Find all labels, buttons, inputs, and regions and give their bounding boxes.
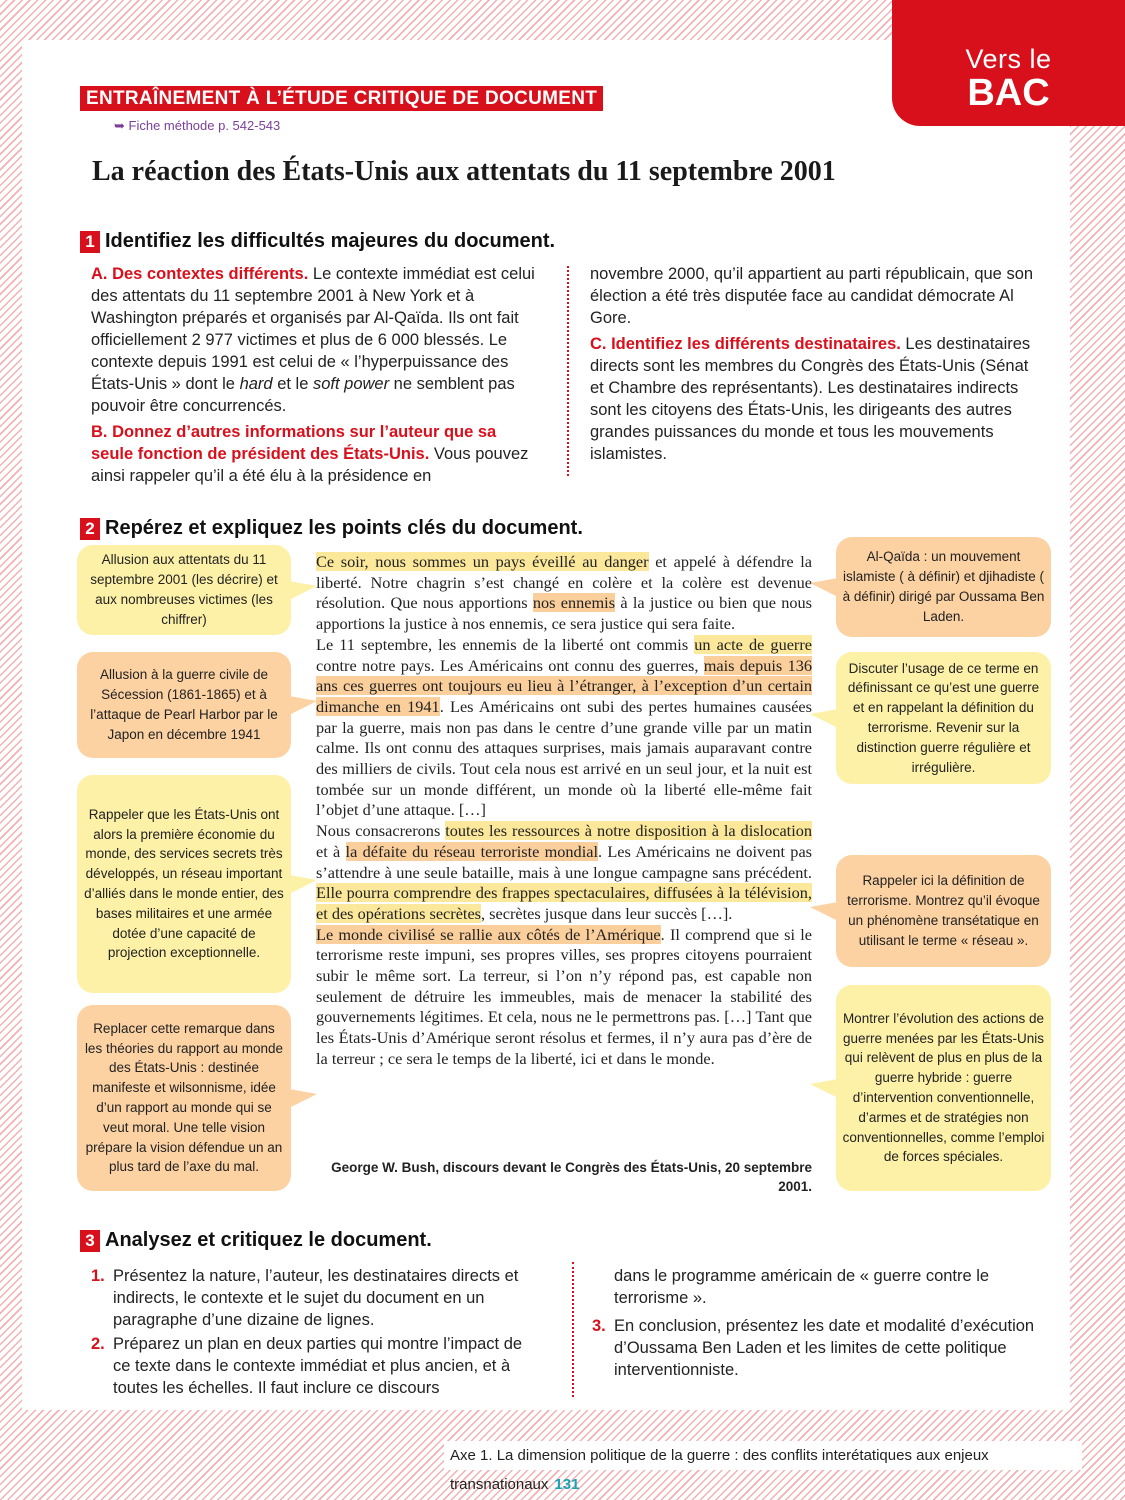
- doc-paragraph: [316, 552, 812, 635]
- page-number: 131: [554, 1476, 580, 1493]
- question-text: Préparez un plan en deux parties qui montre l’impact de ce texte dans le contexte immédiat et plus ancien, et à toutes les échelles. Il faut inclure ce discours: [113, 1335, 523, 1397]
- annotation-bubble-left-2: Allusion à la guerre civile de Sécession (1861-1865) et à l’attaque de Pearl Harbor par le Japon en décembre 1941: [77, 652, 291, 758]
- highlight: la défaite du réseau terroriste mondial: [345, 841, 598, 861]
- paragraph-c: [590, 333, 1040, 465]
- section-3-number: 3: [80, 1230, 100, 1252]
- annotation-bubble-left-1: Allusion aux attentats du 11 septembre 2001 (les décrire) et aux nombreuses victimes (les chiffrer): [77, 545, 291, 635]
- question-2-continued: dans le programme américain de « guerre contre le terrorisme ».: [614, 1267, 990, 1307]
- section-1-title: Identifiez les difficultés majeures du document.: [105, 230, 556, 252]
- highlight: mais depuis 136 ans ces guerres ont toujours eu lieu à l’étranger, à l’exception d’un certain dimanche en 1941: [316, 655, 812, 716]
- fiche-methode-link[interactable]: ➥ Fiche méthode p. 542-543: [114, 118, 281, 133]
- annotation-bubble-right-2: Discuter l’usage de ce terme en définissant ce qu’est une guerre et en rappelant la définition du terrorisme. Revenir sur la distinction guerre régulière et irrégulière.: [836, 652, 1051, 784]
- annotation-bubble-left-4: Replacer cette remarque dans les théories du rapport au monde des États-Unis : destinée manifeste et wilsonnisme, idée d’un rapport au monde qui se veut moral. Une telle vision prépare la vision défendue un an plus tard de l’axe du mal.: [77, 1005, 291, 1191]
- doc-text: . Il comprend que si le terrorisme reste impuni, ses propres villes, ses propres citoyens pourraient subir le même sort. La terreur, si l’on n’y répond pas, est capable non seulement de détruire les immeubles, mais de menacer la stabilité des gouvernements légitimes. Et cela, nous ne le permettrons pas. […] Tant que les États-Unis d’Amérique seront résolus et fermes, il n’y aura pas d’ère de la terreur ; ce sera le temps de la liberté, ici et dans le monde.: [316, 924, 812, 1068]
- text-a-hard: hard: [239, 375, 273, 393]
- question-1: [91, 1265, 541, 1331]
- text-a: Le contexte immédiat est celui des attentats du 11 septembre 2001 à New York et à Washington préparés et organisés par Al-Qaïda. Ils ont fait officiellement 2 977 victimes et plus de 6 000 blessés. Le contexte depuis 1991 est celui de « l’hyperpuissance des États-Unis » dont le: [91, 265, 535, 393]
- section-1-right-column: [590, 263, 1040, 469]
- section-2-heading: [80, 517, 583, 540]
- annotation-bubble-right-3: Rappeler ici la définition de terrorisme. Montrez qu’il évoque un phénomène transétatique en utilisant le terme « réseau ».: [836, 855, 1051, 967]
- text-a-soft: soft power: [312, 375, 390, 393]
- doc-paragraph: [316, 635, 812, 821]
- section-2-number: 2: [80, 518, 100, 540]
- section-2-title: Repérez et expliquez les points clés du document.: [105, 517, 583, 539]
- question-number: 1.: [91, 1267, 105, 1285]
- doc-text: contre notre pays. Les Américains ont connu des guerres,: [316, 655, 704, 675]
- doc-text: . Les Américains ne doivent pas s’attendre à une seule bataille, mais à une longue campagne sans précédent.: [316, 841, 812, 882]
- footer-axe: Axe 1.: [450, 1447, 493, 1464]
- footer-text: La dimension politique de la guerre : des conflits interétatiques aux enjeux transnationaux: [450, 1447, 989, 1493]
- vers-le-bac-badge: [892, 0, 1125, 126]
- question-text: Présentez la nature, l’auteur, les destinataires directs et indirects, le contexte et le sujet du document en un paragraphe d’une dizaine de lignes.: [113, 1267, 519, 1329]
- annotation-bubble-right-4: Montrer l’évolution des actions de guerre menées par les États-Unis qui relèvent de plus en plus de la guerre hybride : guerre d’intervention conventionnelle, d’armes et de stratégies non conventionnelles, comme l’emploi de forces spéciales.: [836, 985, 1051, 1191]
- label-c: C. Identifiez les différents destinataires.: [590, 335, 901, 353]
- doc-text: , secrètes jusque dans leur succès […].: [481, 903, 733, 923]
- doc-text: Nous consacrerons: [316, 821, 446, 841]
- doc-paragraph: [316, 925, 812, 1070]
- text-a-mid: et le: [272, 375, 313, 393]
- question-text: En conclusion, présentez les date et modalité d’exécution d’Oussama Ben Laden et les limites de cette politique interventionniste.: [614, 1317, 1035, 1379]
- highlight: un acte de guerre: [694, 634, 813, 654]
- highlight: toutes les ressources à notre disposition à la dislocation: [445, 821, 813, 841]
- paragraph-b: [91, 421, 541, 487]
- section-1-heading: [80, 230, 555, 253]
- question-3: [592, 1315, 1042, 1381]
- annotation-bubble-right-1: Al-Qaïda : un mouvement islamiste ( à définir) et djihadiste ( à définir) dirigé par Oussama Ben Laden.: [836, 537, 1051, 637]
- label-a: A. Des contextes différents.: [91, 265, 309, 283]
- badge-line2: BAC: [967, 72, 1050, 114]
- section-1-left-column: [91, 263, 541, 491]
- doc-paragraph: [316, 821, 812, 925]
- badge-line1: Vers le: [965, 44, 1052, 74]
- question-number: 3.: [592, 1317, 606, 1335]
- page-footer: [444, 1441, 1082, 1493]
- doc-text: et à: [316, 841, 346, 861]
- highlight: Ce soir, nous sommes un pays éveillé au danger: [316, 552, 649, 571]
- doc-text: Le 11 septembre, les ennemis de la liberté ont commis: [316, 634, 695, 654]
- document-text: [316, 552, 812, 1070]
- document-source: George W. Bush, discours devant le Congrès des États-Unis, 20 septembre 2001.: [331, 1160, 812, 1194]
- highlight: Le monde civilisé se rallie aux côtés de l’Amérique: [316, 924, 661, 944]
- section-3-title: Analysez et critiquez le document.: [105, 1229, 432, 1251]
- section-3-right-column: [592, 1265, 1042, 1383]
- text-b: Vous pouvez ainsi rappeler qu’il a été élu à la présidence en: [91, 445, 529, 485]
- section-3-left-column: [91, 1265, 541, 1401]
- page-title: La réaction des États-Unis aux attentats du 11 septembre 2001: [92, 156, 836, 187]
- highlight: nos ennemis: [532, 593, 616, 613]
- column-separator: [567, 266, 569, 476]
- section-3-heading: [80, 1229, 432, 1252]
- column-separator: [572, 1262, 574, 1397]
- paragraph-a: [91, 263, 541, 417]
- question-number: 2.: [91, 1335, 105, 1353]
- text-c: Les destinataires directs sont les membres du Congrès des États-Unis (Sénat et Chambre des représentants). Les destinataires indirects sont les citoyens des États-Unis, les dirigeants des autres grandes puissances du monde et tous les mouvements islamistes.: [590, 335, 1031, 463]
- label-b: B. Donnez d’autres informations sur l’auteur que sa seule fonction de président des États-Unis.: [91, 423, 497, 463]
- section-1-number: 1: [80, 231, 100, 253]
- annotation-bubble-left-3: Rappeler que les États-Unis ont alors la première économie du monde, des services secrets très développés, un réseau important d’alliés dans le monde entier, des bases militaires et une armée dotée d’une capacité de projection exceptionnelle.: [77, 775, 291, 993]
- doc-text: à la justice ou bien que nous apportions la justice à nos ennemis, ce sera justice qui sera faite.: [316, 593, 812, 634]
- text-a-end: ne semblent pas pouvoir être concurrencés.: [91, 375, 515, 415]
- section-banner: ENTRAÎNEMENT À L’ÉTUDE CRITIQUE DE DOCUMENT: [80, 86, 603, 111]
- question-2: [91, 1333, 541, 1399]
- doc-text: . Les Américains ont subi des pertes humaines causées par la guerre, mais non pas dans le centre d’une grande ville par un matin calme. Ils ont connu des attaques surprises, mais jamais auparavant contre des milliers de civils. Tout cela nous est arrivé en un seul jour, et la nuit est tombée sur un monde différent, un monde où la liberté elle-même fait l’objet d’une attaque. […]: [316, 696, 812, 820]
- doc-text: et appelé à défendre la liberté. Notre chagrin s’est changé en colère et la colère est devenue résolution. Que nous apportions: [316, 552, 812, 613]
- highlight: Elle pourra comprendre des frappes spectaculaires, diffusées à la télévision, et des opérations secrètes: [316, 883, 812, 923]
- paragraph-b-continued: novembre 2000, qu’il appartient au parti républicain, que son élection a été très disputée face au candidat démocrate Al Gore.: [590, 265, 1034, 327]
